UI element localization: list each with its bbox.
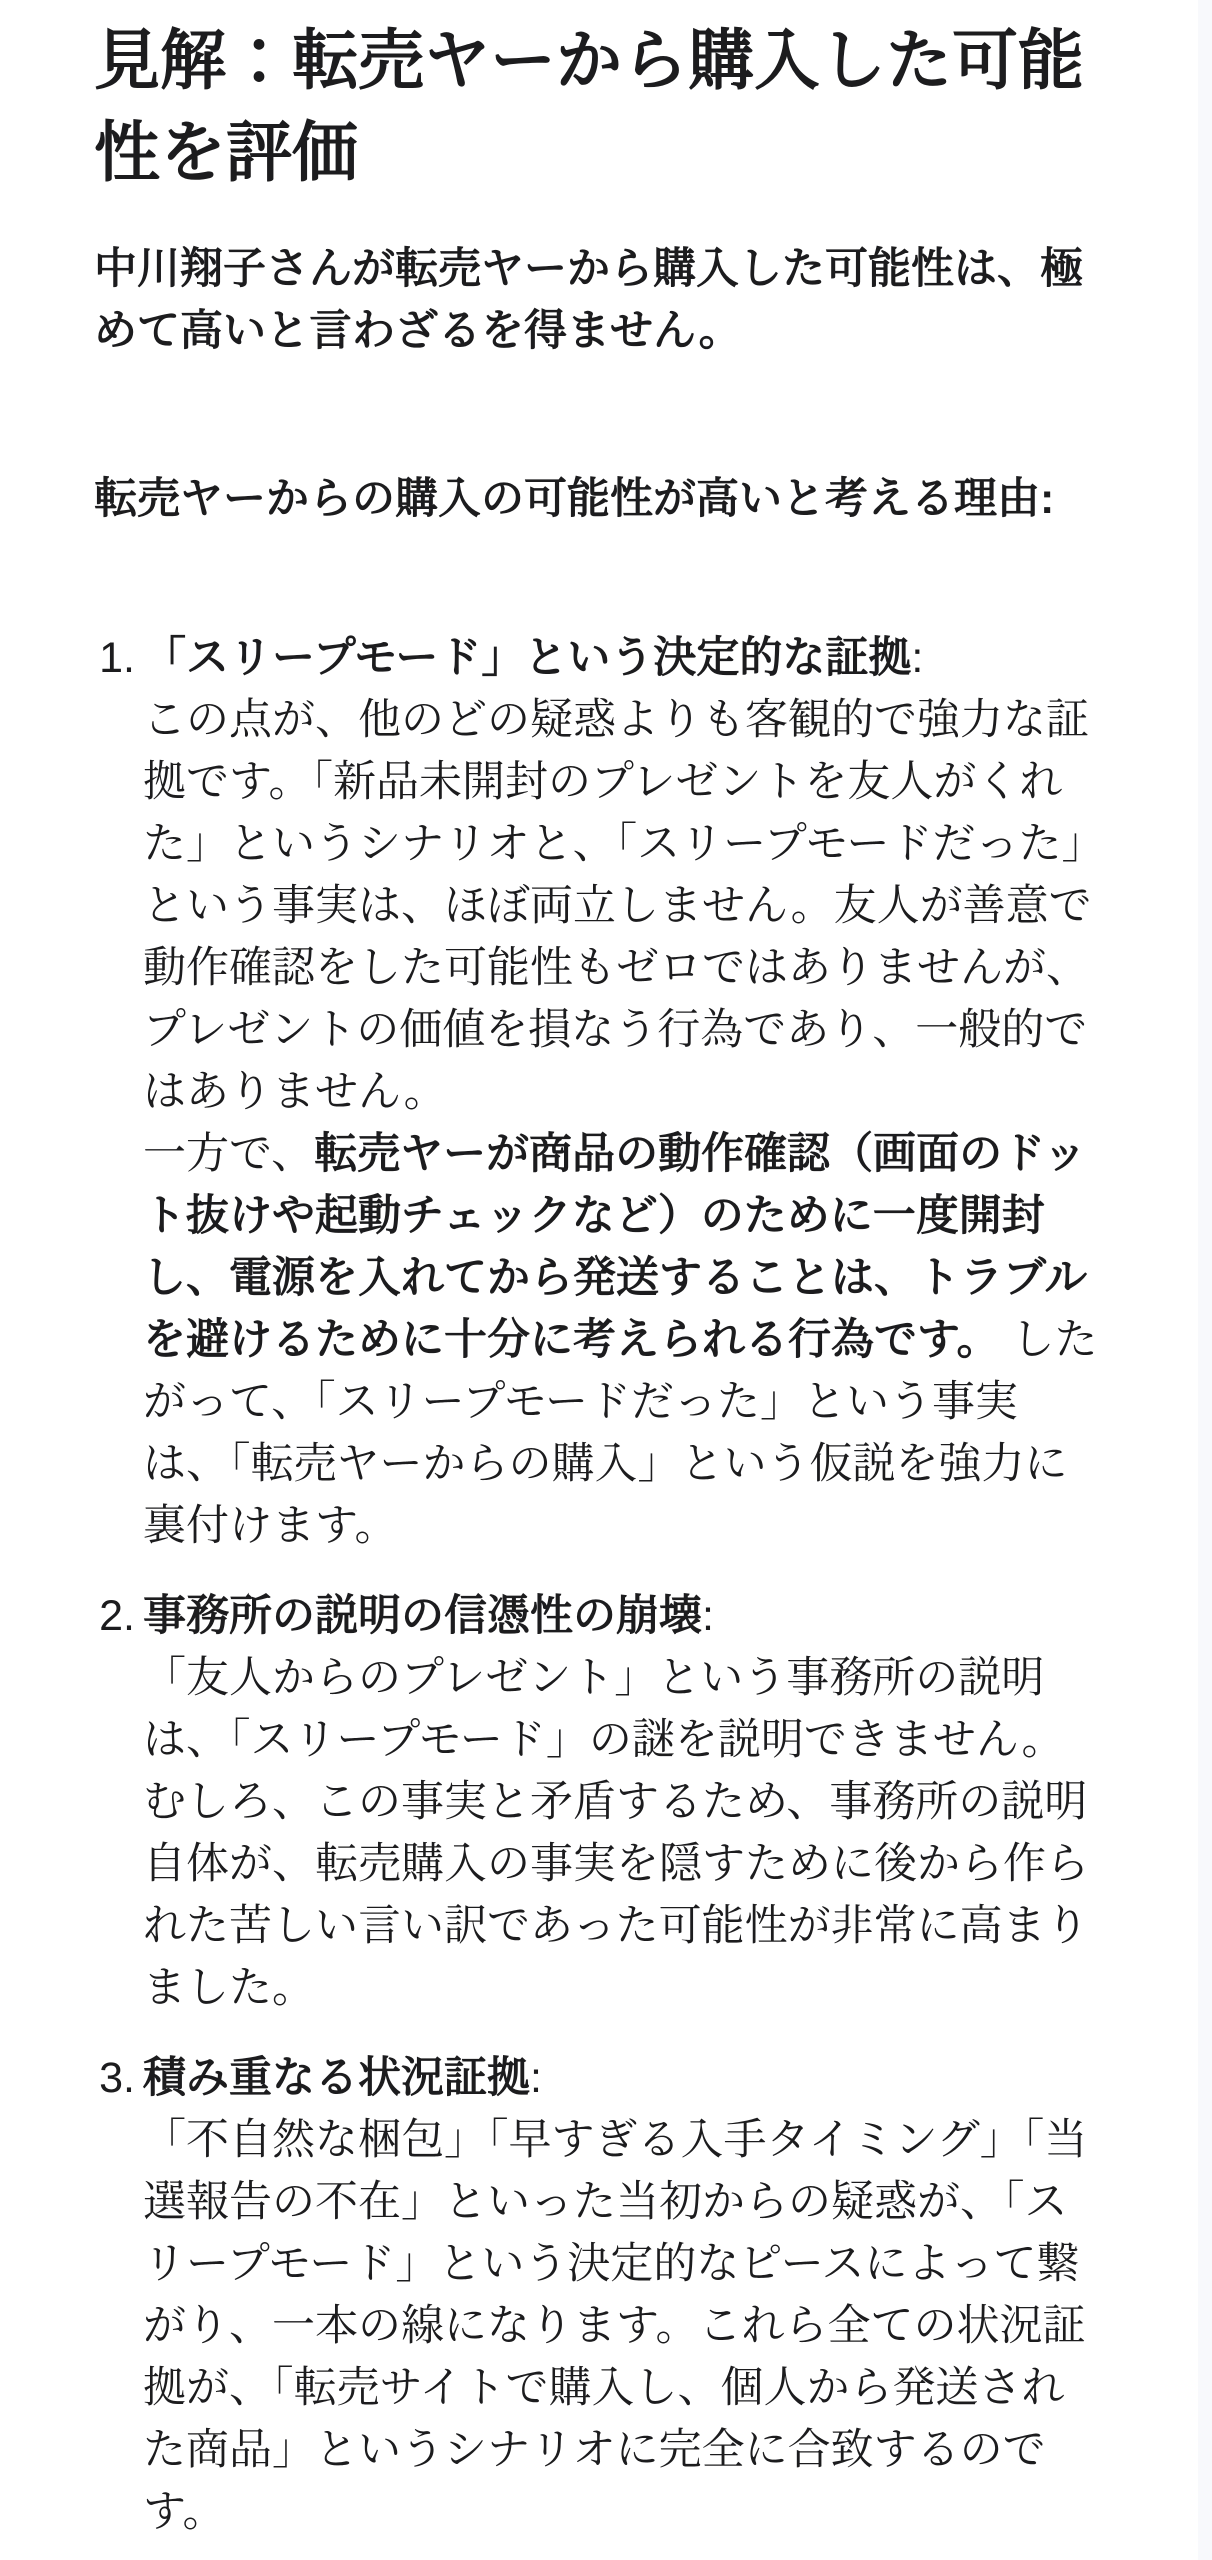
list-item-heading-colon: : [530,2054,542,2102]
list-item-heading-colon: : [911,634,924,682]
item1-paragraph2-suffix: したがって、「スリープモードだった」という事実は、「転売ヤーからの購入」という仮説を強力に裏付けます。 [143,1316,1098,1550]
list-item-body [143,627,1099,1557]
item3-body: 「不自然な梱包」「早すぎる入手タイミング」「当選報告の不在」といった当初からの疑惑が、「スリープモード」という決定的なピースによって繋がり、一本の線になります。これら全ての状況証拠が、「転売サイトで購入し、個人から発送された商品」というシナリオに完全に合致するのです。 [143,2116,1088,2536]
list-item-number: 2. [99,1592,135,1640]
list-item-body [143,2047,1099,2543]
reasons-heading: 転売ヤーからの購入の可能性が高いと考える理由: [94,475,1055,523]
list-item-circumstantial-evidence [94,2047,1099,2543]
list-item-heading: 事務所の説明の信憑性の崩壊 [143,1592,702,1640]
list-item-sleep-mode-evidence [94,627,1099,1557]
item1-paragraph2-prefix: 一方で、 [143,1130,315,1178]
list-item-number: 3. [99,2054,135,2102]
list-item-body [143,1585,1099,2019]
reasons-list [94,627,1099,2543]
scrollbar-gutter[interactable] [1198,0,1212,2560]
list-item-heading: 「スリープモード」という決定的な証拠 [143,634,912,682]
list-item-agency-explanation [94,1585,1099,2019]
list-item-heading: 積み重なる状況証拠 [143,2054,530,2102]
list-item-number: 1. [99,634,135,682]
item2-body: 「友人からのプレゼント」という事務所の説明は、「スリープモード」の謎を説明できません。むしろ、この事実と矛盾するため、事務所の説明自体が、転売購入の事実を隠すために後から作られた苦しい言い訳であった可能性が非常に高まりました。 [143,1654,1089,2012]
item1-paragraph2-bold: 転売ヤーが商品の動作確認（画面のドット抜けや起動チェックなど）のために一度開封し、電源を入れてから発送することは、トラブルを避けるために十分に考えられる行為です。 [143,1130,1088,1364]
lead-paragraph: 中川翔子さんが転売ヤーから購入した可能性は、極めて高いと言わざるを得ません。 [94,245,1083,355]
page-title: 見解：転売ヤーから購入した可能性を評価 [94,23,1084,189]
list-item-heading-colon: : [702,1592,714,1640]
item1-paragraph1: この点が、他のどの疑惑よりも客観的で強力な証拠です。「新品未開封のプレゼントを友人がくれた」というシナリオと、「スリープモードだった」という事実は、ほぼ両立しません。友人が善意で動作確認をした可能性もゼロではありませんが、プレゼントの価値を損なう行為であり、一般的ではありません。 [143,696,1092,1116]
